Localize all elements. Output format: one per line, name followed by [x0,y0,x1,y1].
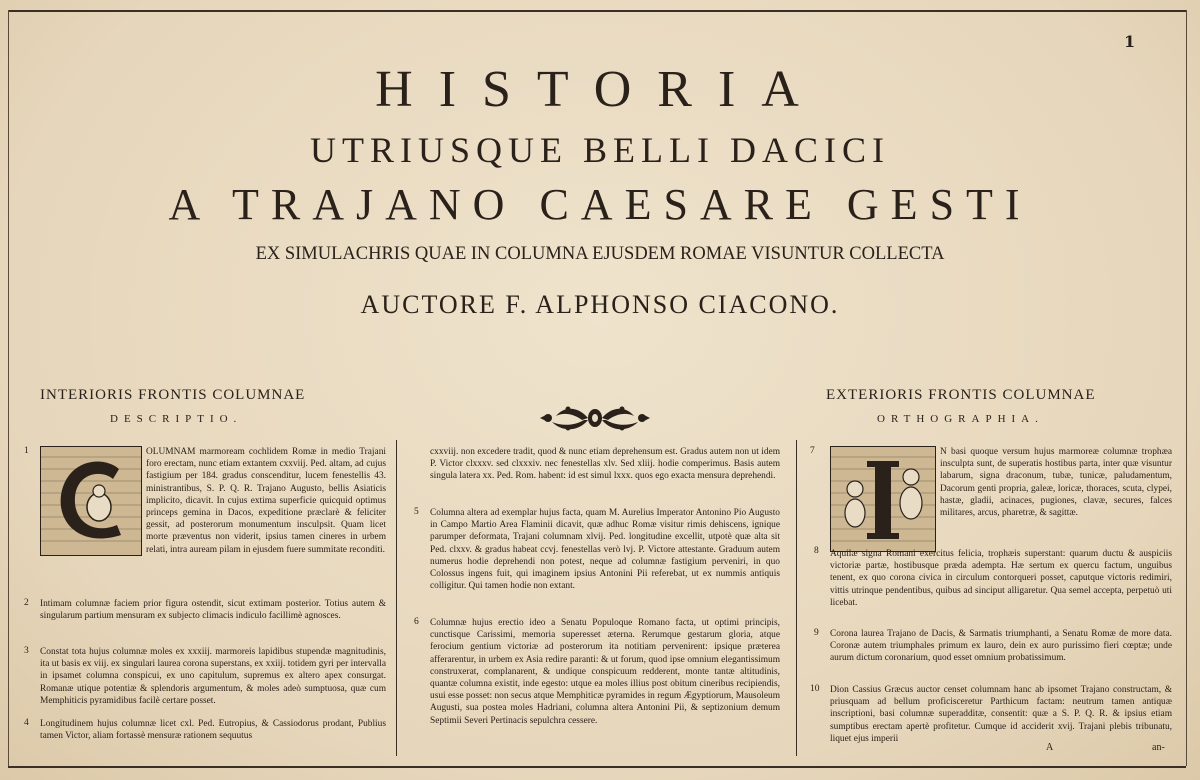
paragraph-4: Longitudinem hujus columnæ licet cxl. Ped. Eutropius, & Cassiodorus prodant, Publius tamen Victor, aliam fortassè mensuræ rationem sequutus [40,719,386,742]
paragraph-9: Corona laurea Trajano de Dacis, & Sarmatis triumphanti, a Senatu Romæ de more data. Coronæ autem triumphales primum ex lauro, dein ex auro purissimo fieri cœptæ; unde aurum dictum coronarium, quod esset omnium probatissimum. [830,629,1172,664]
paragraph-5: Columna altera ad exemplar hujus facta, quam M. Aurelius Imperator Antonino Pio Augusto in Campo Martio Area Flaminii dicavit, quæ adhuc Romæ visitur rimis dehiscens, ignique parumper deformata, Trajani columnam xlvij. Ped. longitudine excellit, utpotè quæ alta sit Ped. clxxv. & gradus habeat ccvj. fenestellas verò lvj. P. Victore attestante. Graduum autem numerus hodie deprehendi non potest, neque ad columnæ fastigium perveniri, in quo Colossus ingens fuit, qui imaginem ipsius Antonini Pii referebat, ut ex nummis antiquis colligitur. Qui tamen hodie non extant. [430,508,780,592]
paragraph-number: 6 [414,617,419,627]
paragraph-6: Columnæ hujus erectio ideo a Senatu Populoque Romano facta, ut optimi principis, cunctisque Carissimi, memoria superesset æterna. Rerumque gestarum gloria, atque ferocium gentium victoriæ ad posterorum ita notitiam pervenirent: ipsique præterea afferarentur, in urbem ex Asia redire paranti: & ut forum, quod ipse omnium elegantissimum construxerat, complanarent, & undique conspicuum redderent, monte tantæ altitudinis, quantæ columna existit, inde egesto: utque ea moles illius post obitum cineribus recipiendis, usui esse posset: non secus atque Memphiticæ pyramides in regum Ægyptiorum, Mausoleum Augusti, sua postea moles Hadriani, columna altera Antonini Pii, & septizonium demum Septimii Severi Pertinacis sepulchra cessere. [430,618,780,726]
paragraph-2: Intimam columnæ faciem prior figura ostendit, sicut extimam posterior. Totius autem & singularum partium mensuram ex subjecto climacis indiculo facillimè agnosces. [40,599,386,622]
page-number: 1 [1124,32,1136,51]
paragraph-number: 2 [24,598,29,608]
paragraph-number: 8 [814,546,819,556]
catchword: an- [1152,742,1165,753]
title-line-4: EX SIMULACHRIS QUAE IN COLUMNA EJUSDEM ROMAE VISUNTUR COLLECTA [255,244,945,264]
right-section-heading: EXTERIORIS FRONTIS COLUMNAE [826,387,1096,403]
title-line-2: UTRIUSQUE BELLI DACICI [310,130,890,170]
left-section-heading: INTERIORIS FRONTIS COLUMNAE [40,387,306,403]
paragraph-number: 3 [24,646,29,656]
column-divider-left [396,440,397,756]
paragraph-number: 9 [814,628,819,638]
paragraph-4-continued: cxxviij. non excedere tradit, quod & nunc etiam deprehensum est. Gradus autem non ut idem P. Victor clxxxv. sed clxxxiv. nec fenestellas xlv. Sed xliij. hodie comperimus. Basis autem singula latera xx. Ped. Rom. habent: id est simul lxxx. quos ego exacta mensura deprehendi. [430,447,780,482]
paragraph-text: OLUMNAM marmoream cochlidem Romæ in medio Trajani foro erectam, nunc etiam extantem cxxviij. Ped. altam, ad cujus fastigium per 184. gradus conscenditur, lucem fenestellis 43. ministrantibus, S. P. Q. R. Trajano Augusto, bellis Asiaticis implicito, dicavit. In cujus extima superficie quicquid optimus princeps gemina in Dacos, expeditione præclarè & feliciter gessit, ad posterorum monumentum insculpsit. Quam licet morte præventus non viderit, ipsius tamen cineres in urbem relati, intra auream pilam in ejusdem fuere summitate reconditi. [146,447,386,555]
floral-ornament-icon [538,400,652,436]
paragraph-7: N basi quoque versum hujus marmoreæ columnæ trophæa insculpta sunt, de superatis hostibus parta, inter quæ visuntur labarum, signa draconum, tubæ, tunicæ, paludamentum, Dacorum genti propria, galeæ, loricæ, thoraces, scuta, clypei, hastæ, gladii, acinaces, pugiones, clavæ, secures, falces militares, arcus, pharetræ, & sagittæ. [940,447,1172,519]
bottom-border-rule [8,766,1186,768]
title-line-3: A TRAJANO CAESARE GESTI [168,180,1032,229]
paragraph-number: 4 [24,718,29,728]
signature-mark: A [1046,742,1054,753]
decorated-initial-c-icon [40,446,142,556]
title-historia: HISTORIA [375,61,825,118]
paragraph-number: 10 [810,684,820,694]
paragraph-number: 5 [414,507,419,517]
left-border-rule [8,10,9,766]
paragraph-10: Dion Cassius Græcus auctor censet columnam hanc ab ipsomet Trajano constructam, & priusquam ad bellum proficisceretur Parthicum factam: neutrum tamen antiquæ inscriptioni, basi columnæ superadditæ, consentit: quæ a S. P. Q. R. & ipsius etiam sumptibus erectam apertè profitetur. Cumque id acciderit xvij. Trajani plebis tribunatu, liquet ejus imperii [830,685,1172,744]
right-section-subheading: ORTHOGRAPHIA. [877,413,1044,425]
paragraph-number: 1 [24,446,29,456]
author-line: AUCTORE F. ALPHONSO CIACONO. [360,290,840,319]
left-section-subheading: DESCRIPTIO. [110,413,243,425]
decorated-initial-i-icon [830,446,936,552]
column-divider-right [796,440,797,756]
top-border-rule [8,10,1186,12]
paragraph-3: Constat tota hujus columnæ moles ex xxxiij. marmoreis lapidibus stupendæ magnitudinis, ita ut basis ex viij. ex singulari laurea corona superstans, ex xxiij. totidem gyri per intervalla in ipsamet columna conspicui, ex uno capitulum, supremus ex altero apex consurgat. Romanæ utique potentiæ & splendoris argumentum, & moles adeò sumptuosa, quæ cum Memphiticis pyramidibus facilè certare posset. [40,647,386,706]
paragraph-8: Aquilæ signa Romani exercitus felicia, trophæis superstant: quarum ductu & auspiciis victoriæ partæ, hostibusque præda adempta. Hæ sertum ex quercu factum, unguibus tenent, ex quo corona civica in circulum contorqueri posset, caputque victoris redimiri, vittis utrinque pendentibus, quibus ad sinciput alligaretur. Qua semel accepta, perpetuò uti licebat. [830,549,1172,608]
paragraph-number: 7 [810,446,815,456]
paragraph-1-part-a [146,446,386,556]
right-border-rule [1186,10,1187,766]
